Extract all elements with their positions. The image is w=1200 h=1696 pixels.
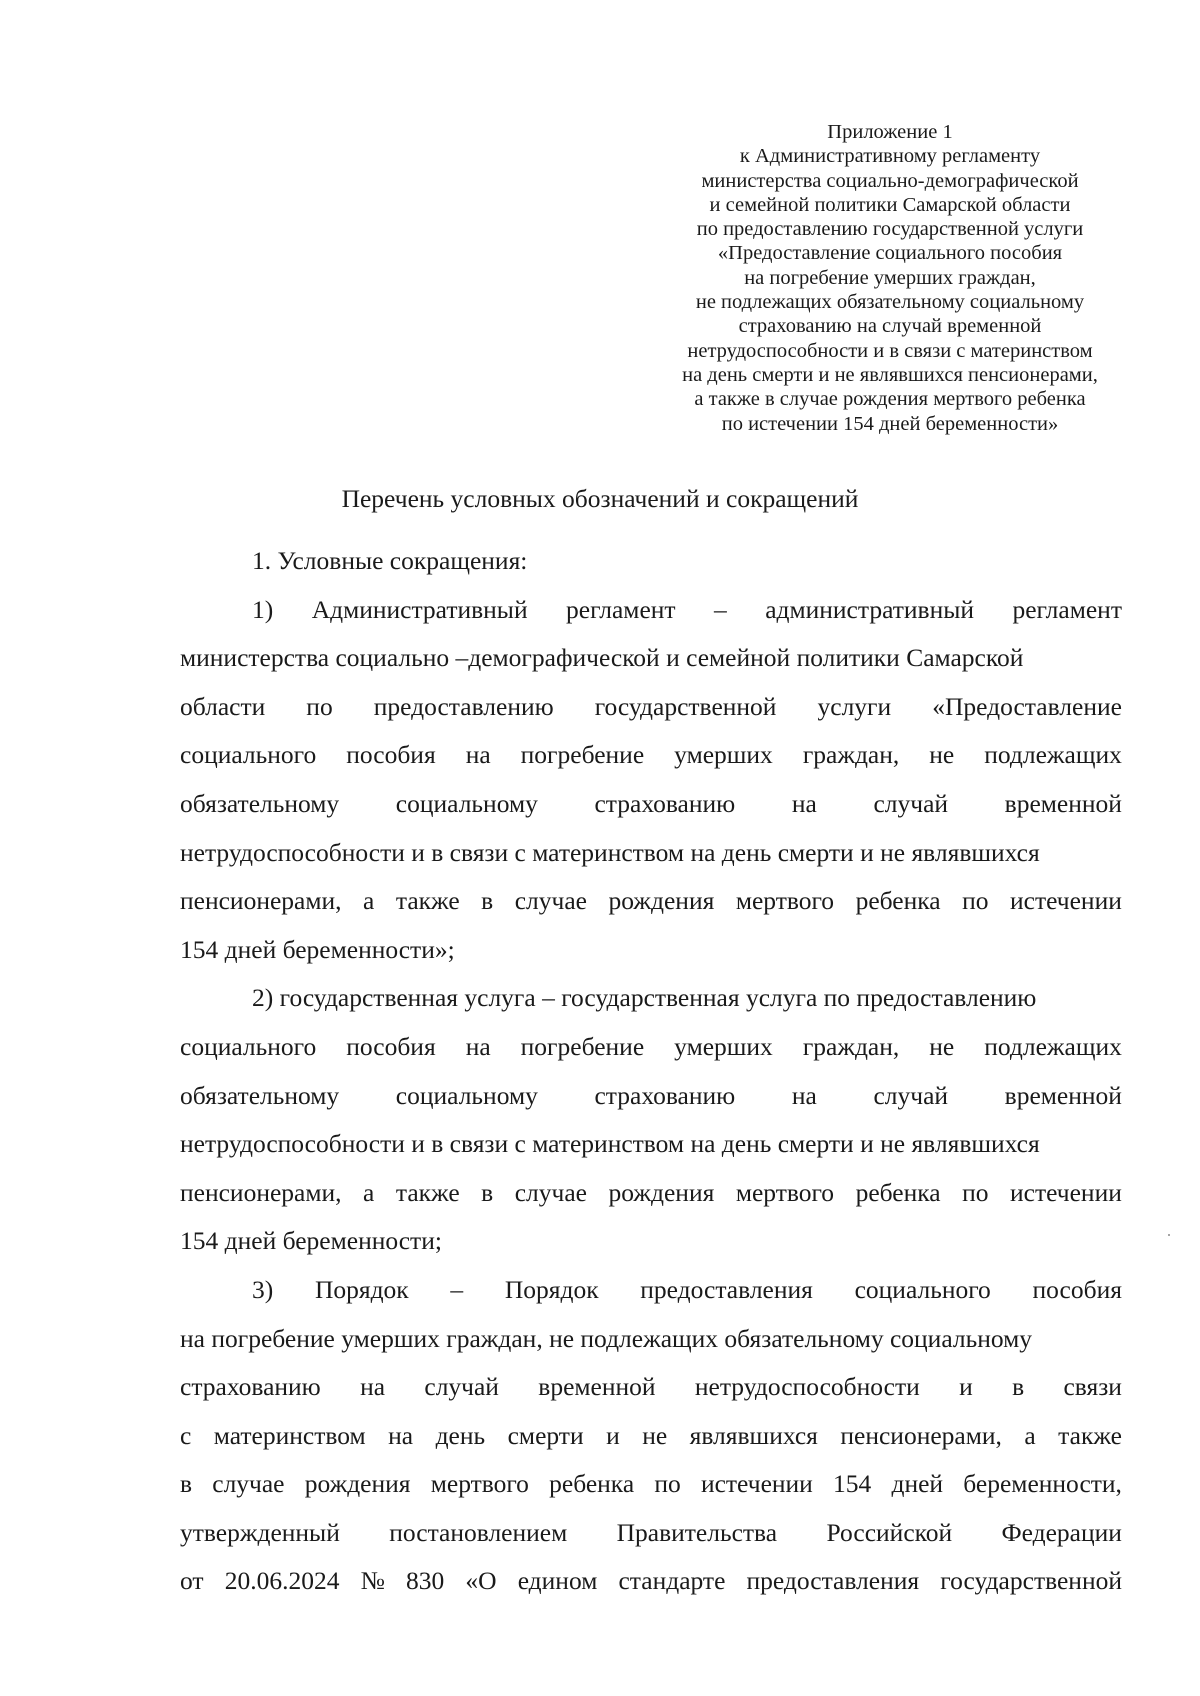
item-line <box>180 1509 1122 1558</box>
item-line: на погребение умерших граждан, не подлежащих обязательному социальному <box>180 1323 1033 1353</box>
word: пособия <box>1032 1274 1122 1304</box>
word: утвержденный <box>180 1517 340 1547</box>
word: предоставления <box>746 1566 920 1596</box>
word: пенсионерами, <box>180 886 342 916</box>
annex-line: министерства социально-демографической <box>701 169 1079 192</box>
word: – <box>450 1274 464 1304</box>
word: социальному <box>395 1080 538 1110</box>
word: пособия <box>346 740 436 770</box>
item-line <box>180 1023 1122 1072</box>
word: в <box>481 886 494 916</box>
word: рождения <box>608 1177 715 1207</box>
word: также <box>395 1177 460 1207</box>
word: а <box>363 1177 375 1207</box>
item-line <box>180 780 1122 829</box>
item-line <box>180 1072 1122 1121</box>
word: случае <box>514 1177 587 1207</box>
item-line: 154 дней беременности»; <box>180 934 455 964</box>
annex-line: а также в случае рождения мертвого ребенка <box>694 388 1086 411</box>
item-first-line <box>180 586 1122 635</box>
word: от <box>180 1566 204 1596</box>
word: погребение <box>520 740 645 770</box>
item-line: 154 дней беременности; <box>180 1226 442 1256</box>
word: пособия <box>346 1031 436 1061</box>
word: ребенка <box>855 1177 941 1207</box>
word: также <box>1058 1420 1122 1450</box>
word: постановлением <box>389 1517 568 1547</box>
item-line <box>180 1363 1122 1412</box>
word: дней <box>891 1469 944 1499</box>
word: по <box>962 1177 989 1207</box>
word: 830 <box>406 1566 445 1596</box>
word: истечении <box>1010 1177 1122 1207</box>
abbreviation-list <box>180 586 1122 1606</box>
item-line: министерства социально –демографической и семейной политики Самарской <box>180 643 1024 673</box>
annex-line: к Административному регламенту <box>739 145 1041 168</box>
word: на <box>465 740 491 770</box>
scan-speck <box>1168 1234 1170 1236</box>
word: предоставления <box>640 1274 813 1304</box>
word: страхованию <box>180 1372 321 1402</box>
item-line <box>180 877 1122 926</box>
word: на <box>360 1372 386 1402</box>
word: Российской <box>826 1517 953 1547</box>
word: 154 <box>833 1469 872 1499</box>
word: временной <box>1004 1080 1122 1110</box>
word: являвшихся <box>689 1420 818 1450</box>
annex-line: по истечении 154 дней беременности» <box>721 412 1059 435</box>
item-line <box>180 1460 1122 1509</box>
word: граждан, <box>802 740 900 770</box>
document-heading: Перечень условных обозначений и сокращений <box>341 484 859 513</box>
word: «Предоставление <box>932 691 1122 721</box>
annex-line: страхованию на случай временной <box>738 315 1042 338</box>
abbreviation-item <box>180 1266 1122 1606</box>
word: мертвого <box>735 1177 835 1207</box>
word: Административный <box>311 594 528 624</box>
word: 1) <box>252 594 274 624</box>
word: по <box>962 886 989 916</box>
word: страхованию <box>594 788 736 818</box>
word: умерших <box>674 740 773 770</box>
word: случае <box>514 886 587 916</box>
word: пенсионерами, <box>180 1177 342 1207</box>
word: в <box>180 1469 193 1499</box>
word: и <box>606 1420 620 1450</box>
word: умерших <box>674 1031 773 1061</box>
word: 3) <box>252 1274 274 1304</box>
item-line <box>180 1412 1122 1461</box>
word: случай <box>873 1080 949 1110</box>
word: Правительства <box>616 1517 778 1547</box>
annex-line: не подлежащих обязательному социальному <box>695 291 1085 314</box>
annex-line: и семейной политики Самарской области <box>709 193 1071 216</box>
word: также <box>395 886 460 916</box>
annex-line: на погребение умерших граждан, <box>744 266 1036 289</box>
word: связи <box>1063 1372 1122 1402</box>
word: ребенка <box>549 1469 635 1499</box>
word: не <box>929 1031 955 1061</box>
word: социальному <box>395 788 538 818</box>
word: социального <box>180 740 317 770</box>
word: материнством <box>213 1420 366 1450</box>
word: рождения <box>608 886 715 916</box>
word: обязательному <box>180 1080 340 1110</box>
word: на <box>388 1420 414 1450</box>
abbreviation-item <box>180 586 1122 975</box>
word: государственной <box>594 691 777 721</box>
word: нетрудоспособности <box>694 1372 920 1402</box>
word: по <box>654 1469 681 1499</box>
word: погребение <box>520 1031 645 1061</box>
word: государственной <box>940 1566 1122 1596</box>
word: ребенка <box>855 886 941 916</box>
word: области <box>180 691 266 721</box>
word: случай <box>424 1372 499 1402</box>
word: социального <box>180 1031 317 1061</box>
word: страхованию <box>594 1080 736 1110</box>
word: мертвого <box>735 886 835 916</box>
word: и <box>959 1372 973 1402</box>
word: Порядок <box>504 1274 599 1304</box>
section-title: 1. Условные сокращения: <box>252 546 528 575</box>
word: рождения <box>304 1469 411 1499</box>
word: в <box>481 1177 494 1207</box>
annex-line: по предоставлению государственной услуги <box>696 218 1084 241</box>
item-line <box>180 1557 1122 1606</box>
word: по <box>306 691 333 721</box>
word: а <box>1024 1420 1036 1450</box>
word: день <box>435 1420 486 1450</box>
word: граждан, <box>802 1031 900 1061</box>
item-line: нетрудоспособности и в связи с материнством на день смерти и не являвшихся <box>180 1129 1040 1159</box>
annex-line: «Предоставление социального пособия <box>717 242 1063 265</box>
word: в <box>1012 1372 1025 1402</box>
word: не <box>929 740 955 770</box>
word: подлежащих <box>984 1031 1122 1061</box>
word: на <box>791 1080 817 1110</box>
annex-header <box>630 120 1150 436</box>
item-line <box>180 731 1122 780</box>
word: смерти <box>507 1420 584 1450</box>
word: 20.06.2024 <box>224 1566 340 1596</box>
item-line <box>180 1169 1122 1218</box>
word: Федерации <box>1001 1517 1122 1547</box>
abbreviation-item <box>180 974 1122 1266</box>
word: мертвого <box>430 1469 529 1499</box>
word: пенсионерами, <box>840 1420 1002 1450</box>
word: истечении <box>1010 886 1122 916</box>
document-body <box>180 537 1122 1606</box>
word: на <box>791 788 817 818</box>
word: на <box>465 1031 491 1061</box>
word: Порядок <box>314 1274 409 1304</box>
word: «О <box>465 1566 497 1596</box>
word: подлежащих <box>984 740 1122 770</box>
item-line <box>180 683 1122 732</box>
word: услуги <box>817 691 892 721</box>
word: временной <box>1004 788 1122 818</box>
item-first-line <box>180 1266 1122 1315</box>
word: регламент <box>1012 594 1122 624</box>
word: а <box>363 886 375 916</box>
word: обязательному <box>180 788 340 818</box>
item-line: нетрудоспособности и в связи с материнством на день смерти и не являвшихся <box>180 837 1040 867</box>
word: – <box>714 594 727 624</box>
word: № <box>360 1566 385 1596</box>
annex-line: Приложение 1 <box>827 121 953 143</box>
word: случае <box>212 1469 285 1499</box>
word: случай <box>873 788 949 818</box>
word: истечении <box>700 1469 813 1499</box>
word: стандарте <box>618 1566 726 1596</box>
word: административный <box>765 594 974 624</box>
word: беременности, <box>963 1469 1122 1499</box>
annex-line: нетрудоспособности и в связи с материнством <box>687 339 1093 362</box>
word: с <box>180 1420 192 1450</box>
word: не <box>642 1420 668 1450</box>
word: регламент <box>566 594 676 624</box>
word: социального <box>854 1274 991 1304</box>
item-first-line: 2) государственная услуга – государственная услуга по предоставлению <box>252 983 1037 1013</box>
word: временной <box>538 1372 656 1402</box>
annex-line: на день смерти и не являвшихся пенсионерами, <box>682 363 1098 386</box>
word: предоставлению <box>373 691 554 721</box>
word: едином <box>517 1566 598 1596</box>
